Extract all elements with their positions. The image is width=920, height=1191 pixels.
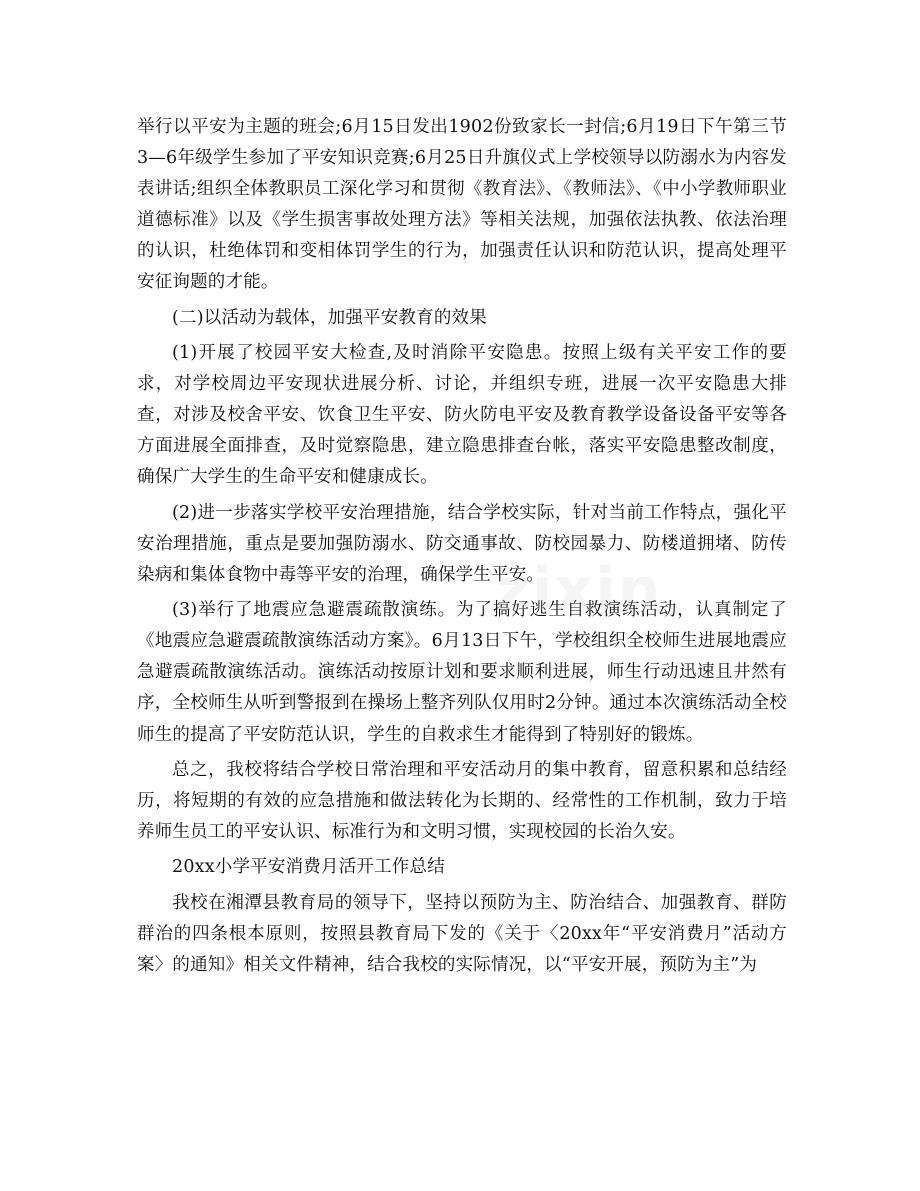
document-body [137, 112, 787, 985]
paragraph-item-1: (1)开展了校园平安大检查,及时消除平安隐患。按照上级有关平安工作的要求，对学校周边平安现状进展分析、讨论，并组织专班，进展一次平安隐患大排查，对涉及校舍平安、饮食卫生平安、防火防电平安及教育教学设备设备平安等各方面进展全面排查，及时觉察隐患，建立隐患排查台帐，落实平安隐患整改制度，确保广大学生的生命平安和健康成长。 [137, 343, 787, 488]
paragraph-item-3: (3)举行了地震应急避震疏散演练。为了搞好逃生自救演练活动，认真制定了《地震应急避震疏散演练活动方案》。6月13日下午，学校组织全校师生进展地震应急避震疏散演练活动。演练活动按原计划和要求顺利进展，师生行动迅速且井然有序，全校师生从听到警报到在操场上整齐列队仅用时2分钟。通过本次演练活动全校师生的提高了平安防范认识，学生的自救求生才能得到了特别好的锻炼。 [137, 600, 787, 745]
paragraph-item-2: (2)进一步落实学校平安治理措施，结合学校实际，针对当前工作特点，强化平安治理措施，重点是要加强防溺水、防交通事故、防校园暴力、防楼道拥堵、防传染病和集体食物中毒等平安的治理，确保学生平安。 [137, 502, 787, 585]
paragraph-1: 举行以平安为主题的班会;6月15日发出1902份致家长一封信;6月19日下午第三节3—6年级学生参加了平安知识竞赛;6月25日升旗仪式上学校领导以防溺水为内容发表讲话;组织全体教职员工深化学习和贯彻《教育法》、《教师法》、《中小学教师职业道德标准》以及《学生损害事故处理方法》等相关法规，加强依法执教、依法治理的认识，杜绝体罚和变相体罚学生的行为，加强责任认识和防范认识，提高处理平安征询题的才能。 [137, 117, 787, 293]
section-heading: (二)以活动为载体，加强平安教育的效果 [172, 307, 487, 328]
paragraph-summary: 总之，我校将结合学校日常治理和平安活动月的集中教育，留意积累和总结经历，将短期的有效的应急措施和做法转化为长期的、经常性的工作机制，致力于培养师生员工的平安认识、标准行为和文明习惯，实现校园的长治久安。 [137, 759, 787, 842]
watermark: zixin [495, 555, 663, 625]
document-subtitle: 20xx小学平安消费月活开工作总结 [172, 857, 445, 878]
paragraph-intro: 我校在湘潭县教育局的领导下，坚持以预防为主、防治结合、加强教育、群防群治的四条根本原则，按照县教育局下发的《关于〈20xx年“平安消费月”活动方案〉的通知》相关文件精神，结合我校的实际情况，以“平安开展，预防为主”为 [137, 892, 787, 975]
